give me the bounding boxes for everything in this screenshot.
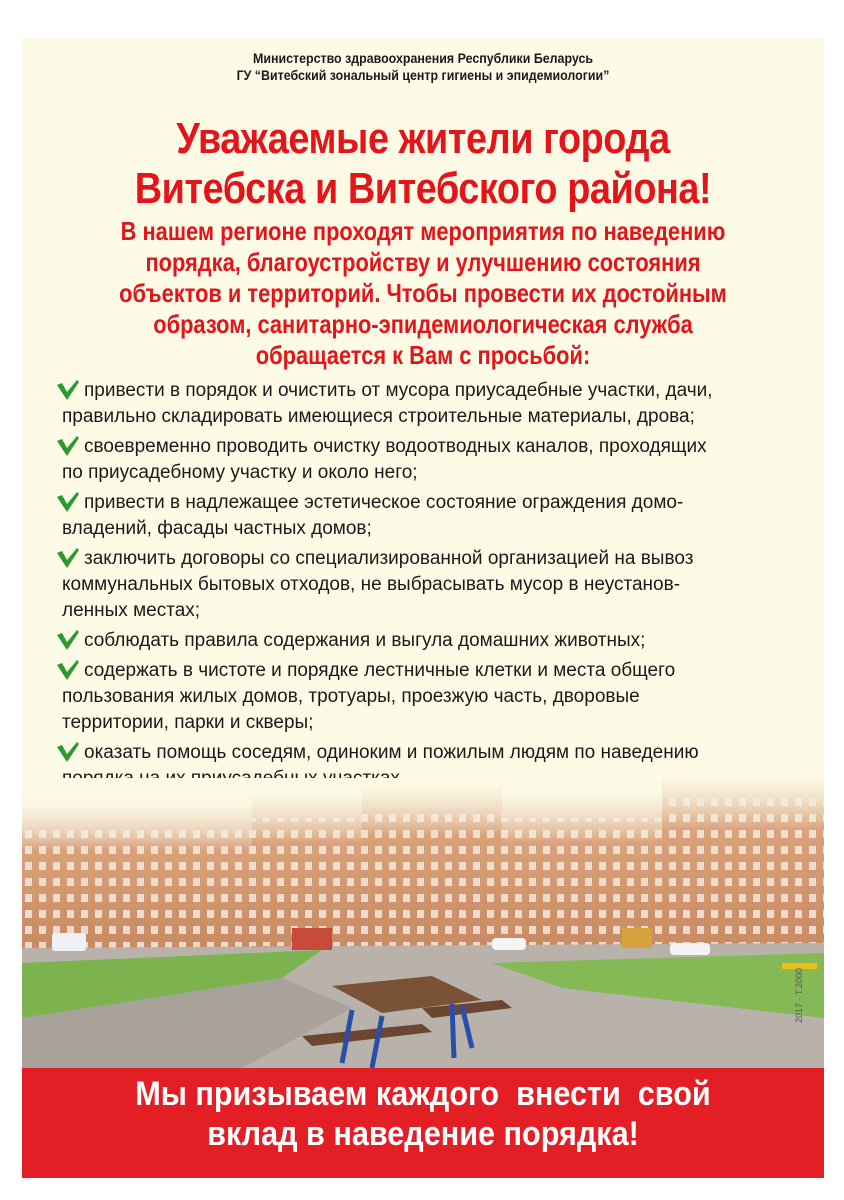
request-item — [62, 490, 792, 542]
poster — [22, 38, 824, 1178]
check-icon — [56, 379, 80, 401]
request-text-continued: коммунальных бытовых отходов, не выбрасывать мусор в неустанов- — [62, 574, 681, 595]
request-text: содержать в чистоте и порядке лестничные клетки и места общего — [84, 660, 676, 681]
request-text: привести в надлежащее эстетическое состояние ограждения домо- — [84, 492, 684, 513]
call-to-action-text — [22, 1074, 824, 1154]
request-text-continued: пользования жилых домов, тротуары, проезжую часть, дворовые — [62, 686, 640, 707]
check-icon — [56, 659, 80, 681]
request-list — [62, 378, 792, 796]
intro-line-3: объектов и территорий. Чтобы провести их достойным — [119, 278, 727, 308]
request-item — [62, 546, 792, 624]
request-text: заключить договоры со специализированной организацией на вывоз — [84, 548, 694, 569]
check-icon — [56, 491, 80, 513]
request-text-continued: по приусадебному участку и около него; — [62, 462, 418, 483]
intro-text — [22, 216, 824, 371]
title-line-1: Уважаемые жители города — [176, 114, 670, 163]
request-text-continued: правильно складировать имеющиеся строительные материалы, дрова; — [62, 406, 695, 427]
center-line: ГУ “Витебский зональный центр гигиены и эпидемиологии” — [236, 68, 610, 83]
intro-line-1: В нашем регионе проходят мероприятия по наведению — [120, 216, 726, 246]
intro-line-2: порядка, благоустройству и улучшению состояния — [145, 247, 701, 277]
banner-line-2: вклад в наведение порядка! — [207, 1115, 639, 1153]
check-icon — [56, 741, 80, 763]
request-text-continued: территории, парки и скверы; — [62, 712, 314, 733]
request-item — [62, 658, 792, 736]
check-icon — [56, 435, 80, 457]
request-text: соблюдать правила содержания и выгула домашних животных; — [84, 630, 646, 651]
courtyard-photo — [22, 778, 824, 1068]
check-icon — [56, 547, 80, 569]
title-line-2: Витебска и Витебского района! — [134, 164, 712, 213]
banner-line-1: Мы призываем каждого внести свой — [135, 1075, 711, 1113]
request-text-continued: владений, фасады частных домов; — [62, 518, 372, 539]
check-icon — [56, 629, 80, 651]
intro-line-4: образом, санитарно-эпидемиологическая служба — [153, 309, 693, 339]
request-item — [62, 628, 792, 654]
photo-credit: 2017 · Т.2000 — [794, 967, 804, 1023]
request-text: привести в порядок и очистить от мусора приусадебные участки, дачи, — [84, 380, 713, 401]
request-item — [62, 378, 792, 430]
request-text: своевременно проводить очистку водоотводных каналов, проходящих — [84, 436, 707, 457]
request-text: оказать помощь соседям, одиноким и пожилым людям по наведению — [84, 742, 699, 763]
ministry-line: Министерство здравоохранения Республики Беларусь — [252, 51, 594, 66]
request-text-continued: ленных местах; — [62, 600, 201, 621]
page-title — [22, 114, 824, 214]
issuer-header — [22, 50, 824, 84]
intro-line-5: обращается к Вам с просьбой: — [255, 340, 591, 370]
request-item — [62, 434, 792, 486]
